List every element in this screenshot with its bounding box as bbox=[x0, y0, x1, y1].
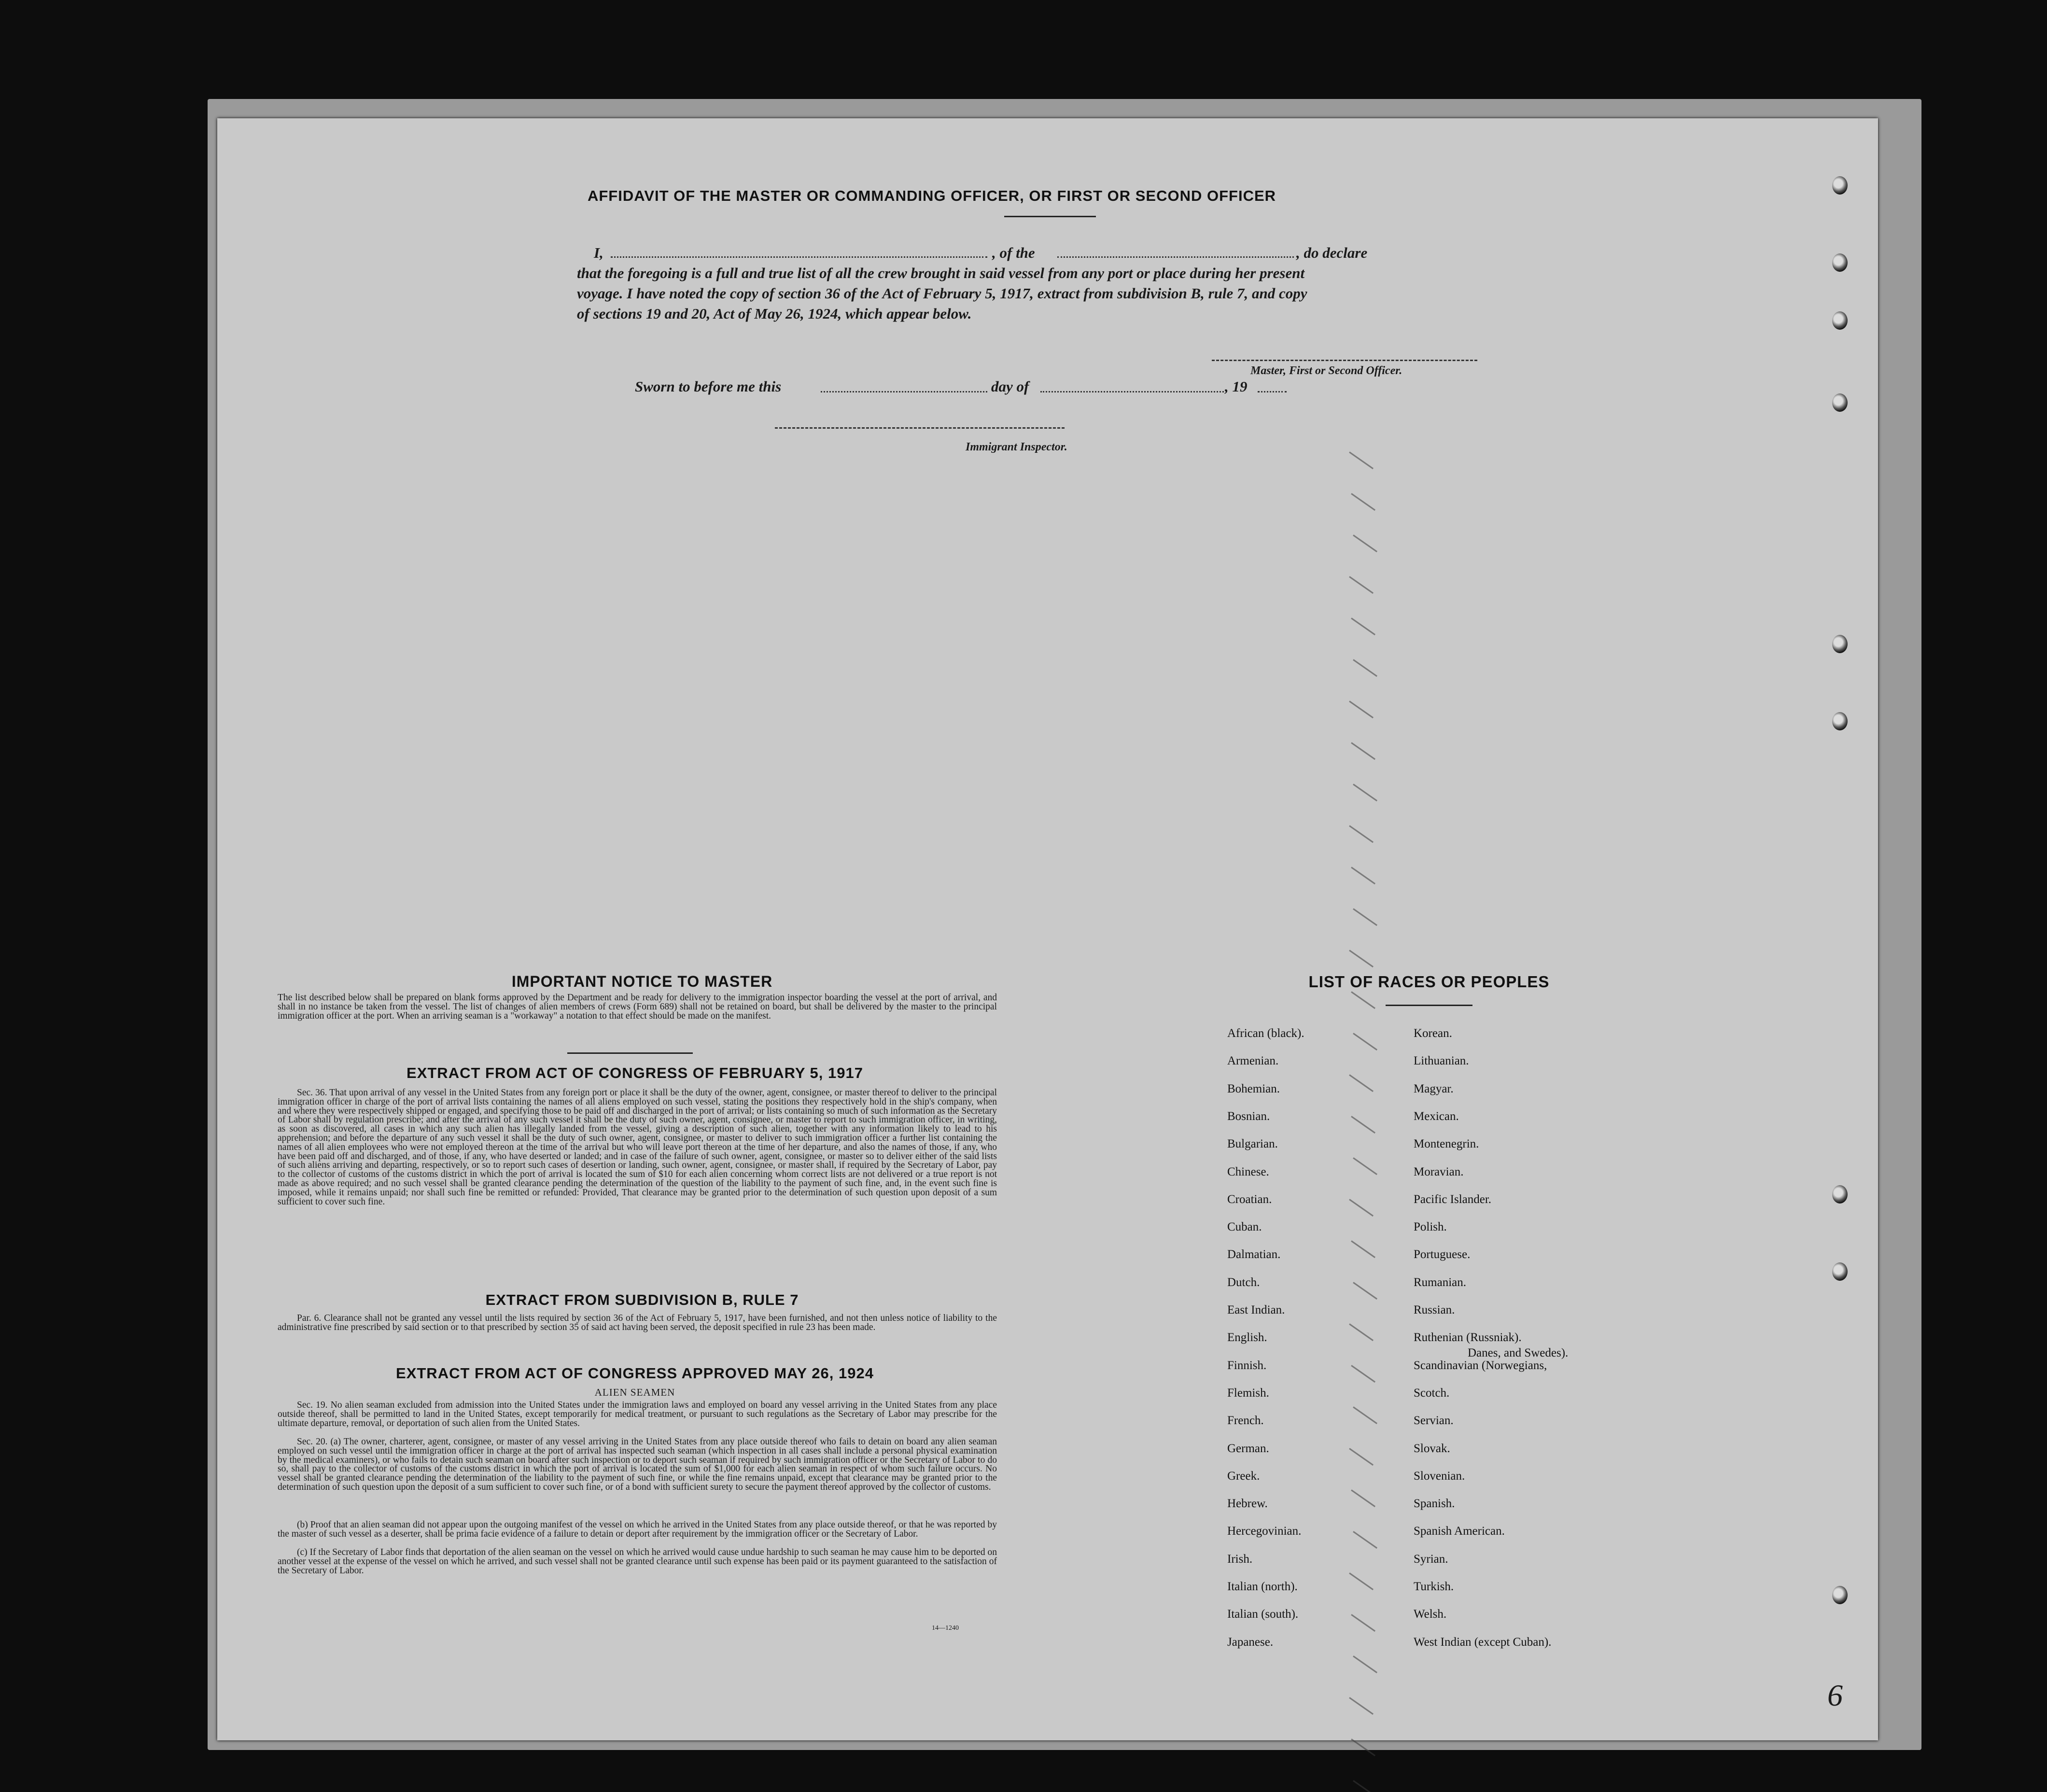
race-item: Finnish. bbox=[1227, 1358, 1267, 1372]
race-item: Bulgarian. bbox=[1227, 1137, 1278, 1151]
punch-hole bbox=[1832, 1185, 1848, 1204]
notice-rule bbox=[567, 1052, 693, 1054]
sec19-text: Sec. 19. No alien seaman excluded from admission into the United States under the immigration laws and employed on board any vessel arriving in the United States from any place outside thereof, shall be permitted to land in the United States, except temporarily for medical treatment, or pursuant to such regulations as the Secretary of Labor may prescribe for the ultimate departure, removal, or deportation of such alien from the United States. bbox=[278, 1400, 997, 1428]
ditto-stroke bbox=[1351, 867, 1375, 884]
sec20a-text: Sec. 20. (a) The owner, charterer, agent, consignee, or master of any vessel arriving in the United States from any place outside thereof who fails to detain on board any alien seaman employed on such vessel until the immigration officer in charge at the port of arrival has inspected such seaman (which inspection in all cases shall include a personal physical examination by the medical examiners), or who fails to detain such seaman on board after such inspection or to deport such seaman if required by such immigration officer or the Secretary of Labor to do so, shall pay to the collector of customs of the customs district in which the port of arrival is located the sum of $1,000 for each alien seaman in respect of whom such failure occurs. No vessel shall be granted clearance pending the determination of the liability to the payment of such fine, or while the fine remains unpaid, except that clearance may be granted prior to the determination of such question upon the deposit of a sum sufficient to cover such fine, or of a bond with sufficient surety to secure the payment thereof approved by the collector of customs. bbox=[278, 1437, 997, 1492]
ditto-stroke bbox=[1351, 1365, 1375, 1383]
race-item: Bosnian. bbox=[1227, 1109, 1270, 1123]
affidavit-of-the: , of the bbox=[992, 244, 1035, 261]
race-item: Moravian. bbox=[1414, 1165, 1464, 1178]
ditto-stroke bbox=[1351, 1116, 1375, 1134]
punch-hole bbox=[1832, 253, 1848, 272]
extract-1924-title: EXTRACT FROM ACT OF CONGRESS APPROVED MAY 26, 1924 bbox=[396, 1365, 874, 1382]
affidavit-declare: , do declare bbox=[1296, 244, 1368, 261]
punch-hole bbox=[1832, 635, 1848, 653]
affidavit-title-rule bbox=[1004, 216, 1096, 217]
ditto-stroke bbox=[1349, 1572, 1374, 1590]
sec20c-text: (c) If the Secretary of Labor finds that deportation of the alien seaman on the vessel on which he arrived would cause undue hardship to such seaman he may cause him to be deported on another vessel at the expense of the vessel on which he arrived, and such vessel shall not be granted clearance until such expense has been paid or its payment guaranteed to the satisfaction of the Secretary of Labor. bbox=[278, 1547, 997, 1576]
race-item: Hercegovinian. bbox=[1227, 1525, 1302, 1538]
race-item: Chinese. bbox=[1227, 1165, 1269, 1178]
ditto-stroke bbox=[1353, 1157, 1377, 1175]
race-item: Croatian. bbox=[1227, 1192, 1272, 1206]
race-item: Portuguese. bbox=[1414, 1248, 1471, 1261]
ditto-stroke bbox=[1353, 1531, 1377, 1549]
race-item: Polish. bbox=[1414, 1220, 1447, 1234]
extract-1917-text: Sec. 36. That upon arrival of any vessel in the United States from any foreign port or place it shall be the duty of the owner, agent, consignee, or master thereof to deliver to the principal immigration officer in charge of the port of arrival lists containing the names of all aliens employed on such vessel, stating the positions they respectively hold in the ship's company, when and where they were respectively shipped or engaged, and specifying those to be paid off and discharged in the port of arrival; or lists containing so much of such information as the Secretary of Labor shall by regulation prescribe; and after the arrival of any such vessel it shall be the duty of such owner, agent, consignee, or master to report to such immigration officer, in writing, as soon as discovered, all cases in which any such alien has illegally landed from the vessel, giving a description of such alien, together with any information likely to lead to his apprehension; and before the departure of any such vessel it shall be the duty of such owner, agent, consignee, or master to deliver to such immigration officer a further list containing the names of all alien employees who were not employed thereon at the time of the arrival but who will leave port thereon at the time of her departure, and also the names of those, if any, who have been paid off and discharged, and of those, if any, who have deserted or landed; and in case of the failure of such owner, agent, consignee, or master so to deliver either of the said lists of such aliens arriving and departing, respectively, or so to report such cases of desertion or landing, such owner, agent, consignee, or master shall, if required by the Secretary of Labor, pay to the collector of customs of the customs district in which the port of arrival is located the sum of $10 for each alien concerning whom correct lists are not delivered or a true report is not made as above required; and no such vessel shall be granted clearance pending the determination of the question of the liability to the payment of such fine, and, in the event such fine is imposed, while it remains unpaid; nor shall such fine be remitted or refunded: Provided, That clearance may be granted prior to the determination of such question upon deposit of a sum sufficient to cover such fine. bbox=[278, 1088, 997, 1207]
name-blank bbox=[611, 256, 987, 258]
ditto-stroke bbox=[1349, 700, 1374, 718]
sworn-day-blank bbox=[821, 391, 987, 392]
race-item: Syrian. bbox=[1414, 1552, 1448, 1566]
ditto-stroke bbox=[1351, 1240, 1375, 1258]
race-item: Hebrew. bbox=[1227, 1497, 1268, 1511]
inspector-label: Immigrant Inspector. bbox=[966, 441, 1067, 453]
master-signature-line bbox=[1212, 360, 1477, 361]
race-item: Mexican. bbox=[1414, 1109, 1459, 1123]
ditto-stroke bbox=[1349, 1199, 1374, 1217]
race-item: Scandinavian (Norwegians, bbox=[1414, 1358, 1547, 1372]
ditto-stroke bbox=[1353, 784, 1377, 801]
document-page bbox=[217, 118, 1878, 1740]
affidavit-i: I, bbox=[594, 244, 603, 261]
races-title: LIST OF RACES OR PEOPLES bbox=[1308, 973, 1550, 991]
extract-1924-subtitle: ALIEN SEAMEN bbox=[594, 1386, 675, 1398]
sec20b-text: (b) Proof that an alien seaman did not appear upon the outgoing manifest of the vessel on which he arrived in the United States from any place outside thereof, or that he was reported by the master of such vessel as a deserter, shall be prima facie evidence of a failure to detain or deport after requirement by the immigration officer or the Secretary of Labor. bbox=[278, 1520, 997, 1539]
race-item: Cuban. bbox=[1227, 1220, 1262, 1234]
race-item: Slovenian. bbox=[1414, 1469, 1465, 1483]
race-item: Flemish. bbox=[1227, 1386, 1269, 1400]
ditto-stroke bbox=[1353, 1406, 1377, 1424]
sworn-year: , 19 bbox=[1225, 378, 1248, 395]
ditto-stroke bbox=[1353, 908, 1377, 926]
affidavit-line2: that the foregoing is a full and true list of all the crew brought in said vessel from any port or place during her present bbox=[577, 265, 1305, 281]
punch-hole bbox=[1832, 176, 1848, 195]
race-item: Greek. bbox=[1227, 1469, 1260, 1483]
extract-rule7-text: Par. 6. Clearance shall not be granted any vessel until the lists required by section 36 of the Act of February 5, 1917, have been furnished, and not then unless notice of liability to the administrative fine prescribed by said section or to that prescribed by section 35 of said act having been served, the deposit specified in rule 23 has been made. bbox=[278, 1313, 997, 1332]
race-item: Lithuanian. bbox=[1414, 1054, 1469, 1068]
race-item: Servian. bbox=[1414, 1414, 1454, 1428]
scandinavian-continuation: Danes, and Swedes). bbox=[1468, 1346, 1569, 1359]
race-item: Spanish. bbox=[1414, 1497, 1455, 1511]
race-item: Dalmatian. bbox=[1227, 1248, 1281, 1261]
form-number: 14—1240 bbox=[932, 1624, 959, 1632]
ditto-stroke bbox=[1353, 1282, 1377, 1300]
extract-1917-title: EXTRACT FROM ACT OF CONGRESS OF FEBRUARY 5, 1917 bbox=[407, 1064, 863, 1081]
notice-title: IMPORTANT NOTICE TO MASTER bbox=[511, 973, 773, 990]
ditto-stroke bbox=[1351, 1489, 1375, 1507]
race-item: Montenegrin. bbox=[1414, 1137, 1479, 1151]
punch-hole bbox=[1832, 311, 1848, 330]
ditto-stroke bbox=[1349, 576, 1374, 594]
punch-hole bbox=[1832, 1586, 1848, 1604]
ditto-stroke bbox=[1353, 659, 1377, 677]
ditto-stroke bbox=[1351, 493, 1375, 511]
race-item: Spanish American. bbox=[1414, 1525, 1505, 1538]
ditto-stroke bbox=[1351, 617, 1375, 635]
punch-hole bbox=[1832, 712, 1848, 730]
race-item: Turkish. bbox=[1414, 1580, 1454, 1593]
race-item: Slovak. bbox=[1414, 1442, 1450, 1455]
ditto-stroke bbox=[1353, 1033, 1377, 1050]
sworn-line bbox=[635, 377, 1359, 398]
ditto-stroke bbox=[1351, 991, 1375, 1009]
master-signature-label: Master, First or Second Officer. bbox=[1250, 364, 1402, 377]
affidavit-line3: voyage. I have noted the copy of section 36 of the Act of February 5, 1917, extract from subdivision B, rule 7, and copy bbox=[577, 285, 1307, 302]
ditto-stroke bbox=[1351, 742, 1375, 760]
sworn-year-blank bbox=[1258, 391, 1287, 392]
races-title-rule bbox=[1386, 1005, 1472, 1006]
race-item: East Indian. bbox=[1227, 1303, 1285, 1316]
affidavit-title: AFFIDAVIT OF THE MASTER OR COMMANDING OFFICER, OR FIRST OR SECOND OFFICER bbox=[587, 187, 1276, 204]
race-item: Rumanian. bbox=[1414, 1275, 1467, 1289]
ditto-stroke bbox=[1349, 1448, 1374, 1466]
affidavit-line4: of sections 19 and 20, Act of May 26, 1924, which appear below. bbox=[577, 305, 972, 322]
race-item: Italian (south). bbox=[1227, 1608, 1299, 1621]
race-item: Irish. bbox=[1227, 1552, 1253, 1566]
race-item: French. bbox=[1227, 1414, 1264, 1428]
ditto-stroke bbox=[1349, 825, 1374, 843]
ditto-stroke bbox=[1353, 534, 1377, 552]
race-item: German. bbox=[1227, 1442, 1269, 1455]
punch-hole bbox=[1832, 1262, 1848, 1281]
race-item: Ruthenian (Russniak). bbox=[1414, 1331, 1522, 1344]
race-item: Russian. bbox=[1414, 1303, 1455, 1316]
margin-mark: 6 bbox=[1827, 1678, 1843, 1712]
race-item: English. bbox=[1227, 1331, 1267, 1344]
punch-hole bbox=[1832, 393, 1848, 412]
race-item: Bohemian. bbox=[1227, 1082, 1280, 1095]
race-item: Dutch. bbox=[1227, 1275, 1260, 1289]
sworn-day-of: day of bbox=[991, 378, 1029, 395]
ditto-stroke bbox=[1351, 1614, 1375, 1632]
affidavit-line1 bbox=[594, 243, 1368, 264]
race-item: Scotch. bbox=[1414, 1386, 1450, 1400]
race-item: Welsh. bbox=[1414, 1608, 1447, 1621]
ditto-stroke bbox=[1349, 451, 1374, 469]
race-item: African (black). bbox=[1227, 1027, 1304, 1040]
race-item: Pacific Islander. bbox=[1414, 1192, 1492, 1206]
inspector-signature-line bbox=[775, 427, 1065, 429]
ditto-stroke bbox=[1353, 1655, 1377, 1673]
sworn-month-blank bbox=[1040, 391, 1224, 392]
race-item: Armenian. bbox=[1227, 1054, 1279, 1068]
vessel-blank bbox=[1057, 256, 1294, 258]
race-item: Korean. bbox=[1414, 1027, 1452, 1040]
sworn-prefix: Sworn to before me this bbox=[635, 378, 782, 395]
ditto-stroke bbox=[1349, 1323, 1374, 1341]
race-item: Magyar. bbox=[1414, 1082, 1454, 1095]
race-item: Italian (north). bbox=[1227, 1580, 1298, 1593]
ditto-stroke bbox=[1349, 1697, 1374, 1715]
race-item: Japanese. bbox=[1227, 1635, 1274, 1649]
extract-rule7-title: EXTRACT FROM SUBDIVISION B, RULE 7 bbox=[485, 1291, 799, 1308]
race-item: West Indian (except Cuban). bbox=[1414, 1635, 1552, 1649]
ditto-stroke bbox=[1349, 1074, 1374, 1092]
notice-text: The list described below shall be prepared on blank forms approved by the Department and be ready for delivery to the immigration inspector boarding the vessel at the port of arrival, and shall in no instance be taken from the vessel. The list of changes of alien members of crews (Form 689) shall not be retained on board, but shall be delivered by the master to the principal immigration officer at the port. When an arriving seaman is a "workaway" a notation to that effect should be made on the manifest. bbox=[278, 993, 997, 1021]
ditto-stroke bbox=[1349, 950, 1374, 967]
